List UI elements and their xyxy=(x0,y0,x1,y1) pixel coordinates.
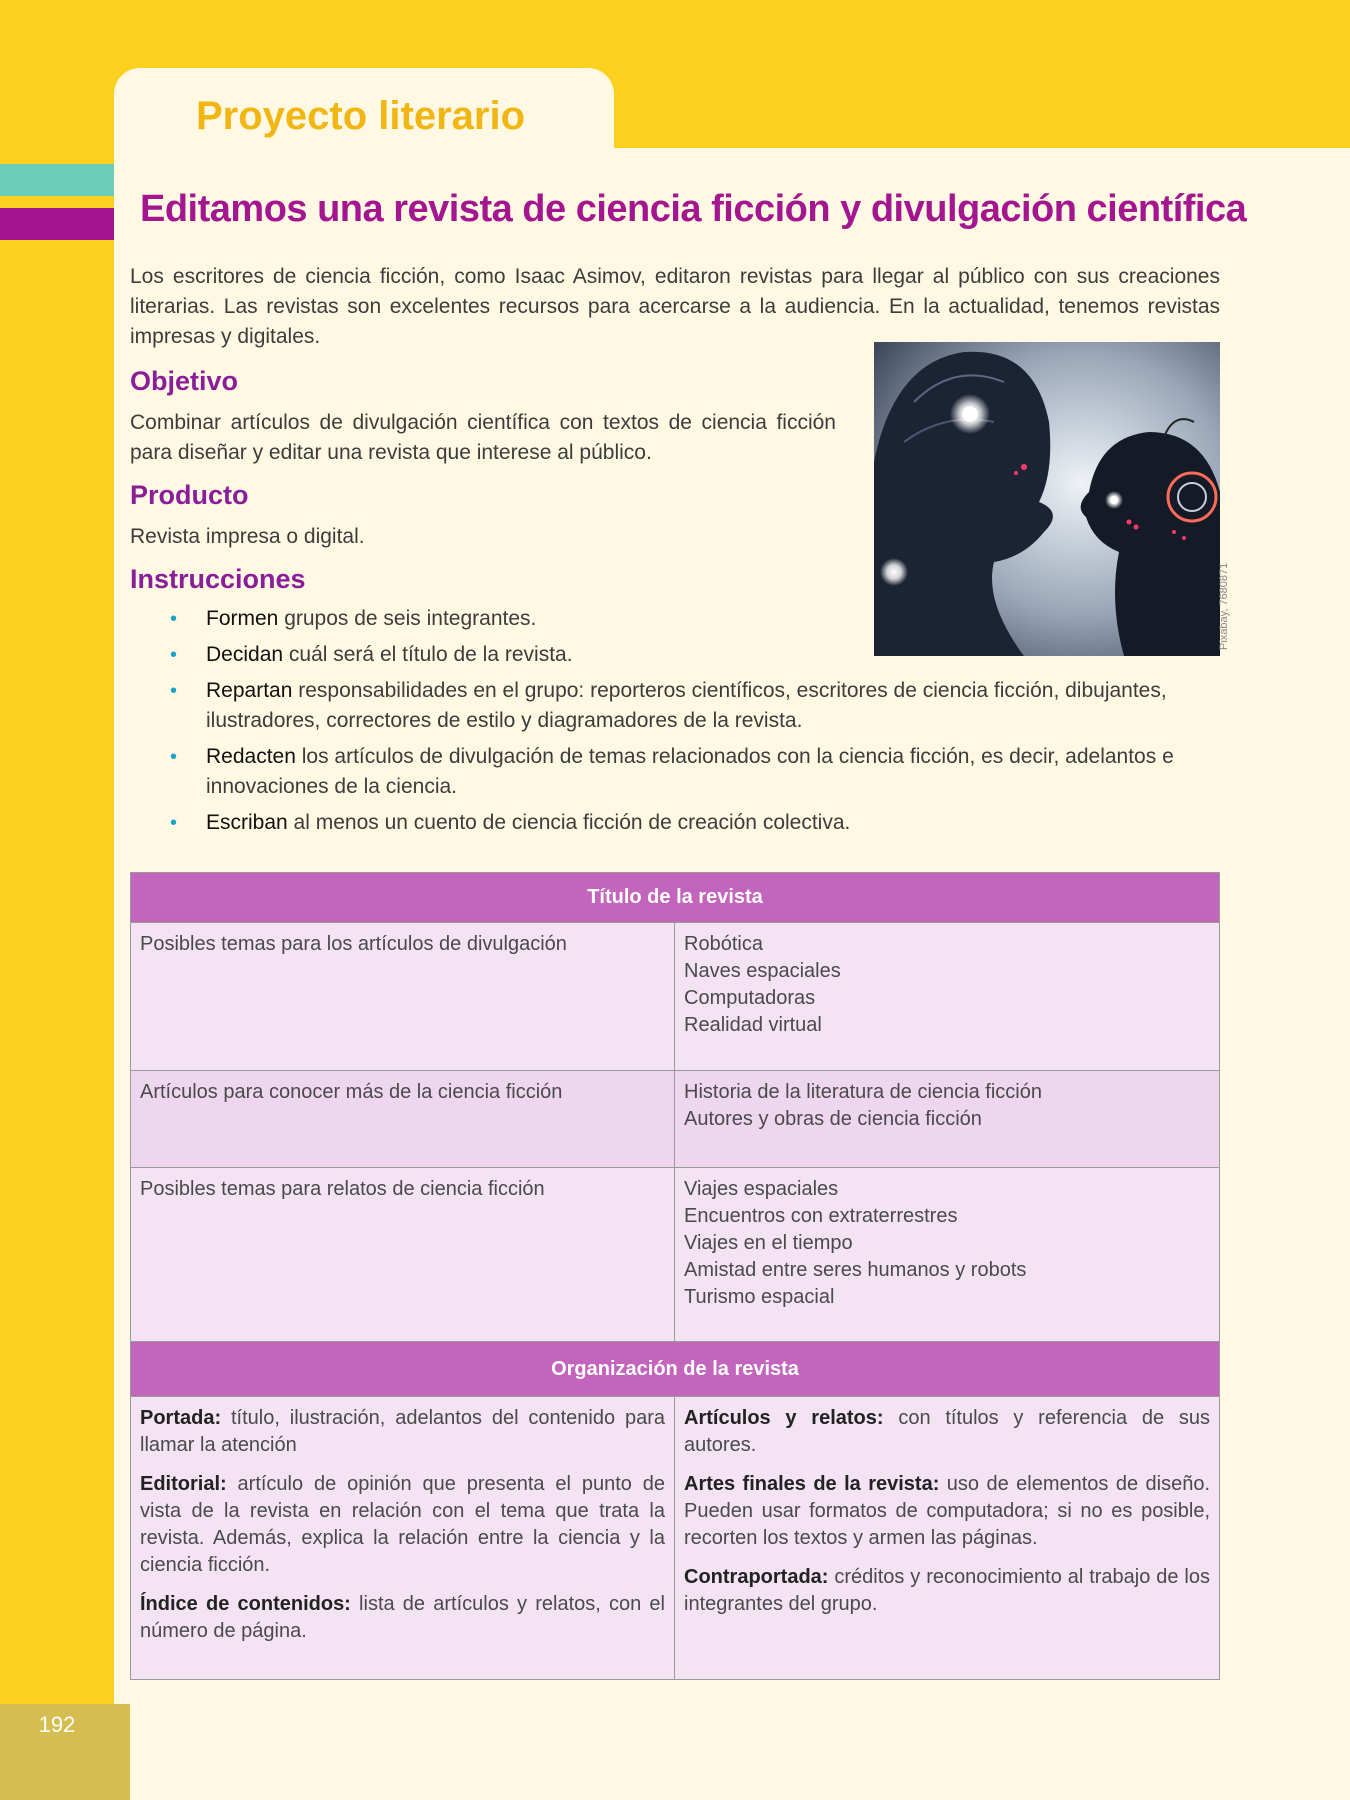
org-item: Índice de contenidos: lista de artículos y relatos, con el número de página. xyxy=(140,1593,666,1642)
producto-text: Revista impresa o digital. xyxy=(130,525,365,548)
org-item: Contraportada: créditos y reconocimiento al trabajo de los integrantes del grupo. xyxy=(684,1566,1210,1615)
bullet-icon: • xyxy=(170,812,178,834)
producto-heading: Producto xyxy=(130,480,249,510)
list-item: • Redacten los artículos de divulgación de temas relacionados con la ciencia ficción, es decir, adelantos e innovaciones de la ciencia. xyxy=(170,742,1220,802)
table-row xyxy=(131,1071,1219,1168)
table-row-label: Artículos para conocer más de la ciencia ficción xyxy=(131,1071,675,1167)
table-row-items: Viajes espaciales Encuentros con extraterrestres Viajes en el tiempo Amistad entre seres humanos y robots Turismo espacial xyxy=(684,1178,1027,1308)
table-row xyxy=(131,1397,1219,1679)
organization-right xyxy=(675,1397,1219,1679)
instructions-list xyxy=(170,604,1220,844)
table-row xyxy=(131,1168,1219,1342)
organization-left xyxy=(131,1397,675,1679)
bullet-icon: • xyxy=(170,680,178,702)
list-item: • Escriban al menos un cuento de ciencia ficción de creación colectiva. xyxy=(170,808,1220,838)
org-item: Editorial: artículo de opinión que presenta el punto de vista de la revista en relación con el tema que trata la revista. Además, explica la relación entre la ciencia y la ciencia ficción. xyxy=(140,1473,665,1576)
magenta-stripe xyxy=(0,208,114,240)
table-header-title: Título de la revista xyxy=(131,873,1219,923)
table-row-items: Robótica Naves espaciales Computadoras Realidad virtual xyxy=(684,933,841,1036)
table-row-items: Historia de la literatura de ciencia ficción Autores y obras de ciencia ficción xyxy=(684,1081,1042,1130)
page-number: 192 xyxy=(38,1712,76,1737)
objetivo-heading: Objetivo xyxy=(130,366,239,396)
page-title: Editamos una revista de ciencia ficción y divulgación científica xyxy=(140,188,1247,230)
image-credit: Pixabay, 7680871 xyxy=(1218,562,1230,650)
list-item: • Repartan responsabilidades en el grupo: reporteros científicos, escritores de ciencia ficción, dibujantes, ilustradores, correctores de estilo y diagramadores de la revista. xyxy=(170,676,1220,736)
org-item: Artículos y relatos: con títulos y referencia de sus autores. xyxy=(684,1407,1210,1456)
bullet-icon: • xyxy=(170,746,178,768)
table-row-label: Posibles temas para los artículos de divulgación xyxy=(131,923,675,1070)
section-tab-title: Proyecto literario xyxy=(196,94,526,138)
objetivo-text: Combinar artículos de divulgación científica con textos de ciencia ficción para diseñar y editar una revista que interese al público. xyxy=(130,411,836,464)
magazine-table xyxy=(130,872,1220,1680)
left-color-band xyxy=(0,148,114,1800)
table-row-label: Posibles temas para relatos de ciencia ficción xyxy=(131,1168,675,1341)
intro-paragraph: Los escritores de ciencia ficción, como Isaac Asimov, editaron revistas para llegar al público con sus creaciones literarias. Las revistas son excelentes recursos para acercarse a la audiencia. En la actualidad, tenemos revistas impresas y digitales. xyxy=(130,265,1220,348)
table-header-organization: Organización de la revista xyxy=(131,1342,1219,1397)
list-item: • Decidan cuál será el título de la revista. xyxy=(170,640,1220,670)
teal-stripe xyxy=(0,164,114,196)
bullet-icon: • xyxy=(170,608,178,630)
org-item: Portada: título, ilustración, adelantos del contenido para llamar la atención xyxy=(140,1407,665,1456)
org-item: Artes finales de la revista: uso de elementos de diseño. Pueden usar formatos de computadora; si no es posible, recorten los textos y armen las páginas. xyxy=(684,1473,1211,1549)
list-item: • Formen grupos de seis integrantes. xyxy=(170,604,1220,634)
table-row xyxy=(131,923,1219,1071)
instrucciones-heading: Instrucciones xyxy=(130,564,306,594)
bullet-icon: • xyxy=(170,644,178,666)
